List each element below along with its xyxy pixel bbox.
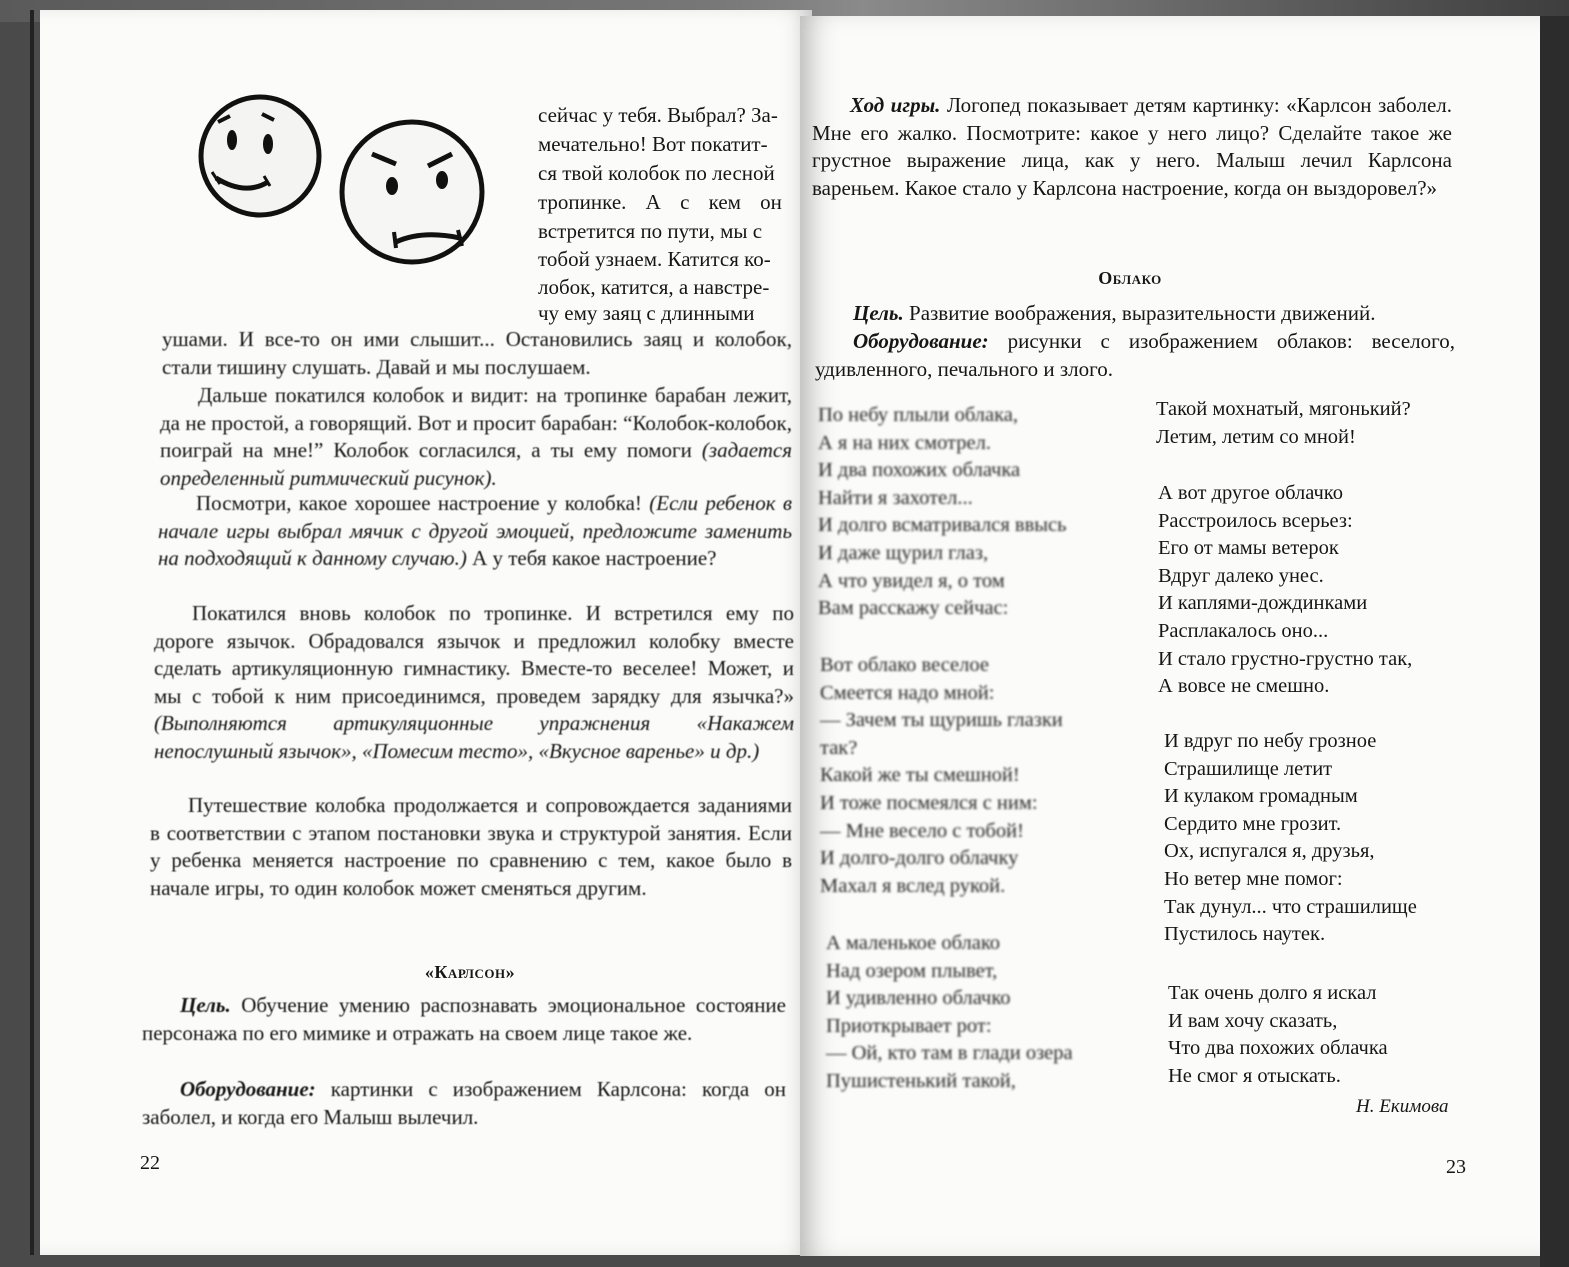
- poem-stanza-6: И вдруг по небу грозное Страшилище летит И кулаком громадным Сердито мне грозит. Ох, испугался я, друзья, Но ветер мне помог: Так дунул... что страшилище Пустилось наутек.: [1164, 730, 1417, 946]
- cloud-equipment-text: рисунки с изображением облаков: веселого, удивленного, печального и злого.: [815, 329, 1455, 381]
- paragraph-karlson-goal: [142, 992, 786, 1047]
- paragraph-mood-tail: А у тебя какое настроение?: [466, 546, 717, 570]
- intro-line-2: мечательно! Вот покатит-: [538, 132, 768, 156]
- cloud-goal-text: Развитие воображения, выразительности движений.: [903, 301, 1376, 325]
- game-course-label: Ход игры.: [850, 93, 941, 117]
- intro-line-3: ся твой колобок по лесной: [538, 161, 775, 185]
- poem-stanza-2: Вот облако веселое Смеется надо мной: — Зачем ты щуришь глазки так? Какой же ты смешной! И тоже посмеялся с ним: — Мне весело с тобой! И долго-долго облачку Махал я вслед рукой.: [820, 654, 1063, 897]
- paragraph-journey: Путешествие колобка продолжается и сопровождается заданиями в соответствии с этапом постановки звука и структурой занятия. Если у ребенка меняется настроение по сравнению с тем, какое было в начале игры, то один колобок может сменяться другим.: [150, 793, 792, 900]
- paragraph-game-course: [812, 92, 1452, 202]
- intro-line-8: чу ему заяц с длинными: [538, 301, 755, 325]
- section-heading-karlson: «Карлсон»: [424, 962, 516, 982]
- paragraph-mood-note: (Если ребенок в начале игры выбрал мячик с другой эмоцией, предложите заменить на подходящий к данному случаю.): [158, 491, 792, 570]
- poem-stanza-3: А маленькое облако Над озером плывет, И удивленно облачко Приоткрывает рот: — Ой, кто там в глади озера Пушистенький такой,: [826, 932, 1073, 1092]
- poem-stanza-5: А вот другое облачко Расстроилось всерьез: Его от мамы ветерок Вдруг далеко унес. И каплями-дождинками Расплакалось оно... И стало грустно-грустно так, А вовсе не смешно.: [1158, 482, 1413, 698]
- page-number-left: 22: [140, 1152, 160, 1174]
- equipment-label: Оборудование:: [180, 1077, 316, 1101]
- paragraph-cloud-goal: [815, 300, 1455, 328]
- poem-stanza-4: Такой мохнатый, мягонький? Летим, летим со мной!: [1156, 398, 1411, 448]
- right-book-edge: [1540, 16, 1569, 1267]
- cloud-equipment-label: Оборудование:: [853, 329, 989, 353]
- paragraph-mood-text: Посмотри, какое хорошее настроение у колобка!: [196, 491, 650, 515]
- equipment-text: картинки с изображением Карлсона: когда он заболел, и когда его Малыш вылечил.: [142, 1077, 786, 1129]
- paragraph-cloud-equipment: [815, 328, 1455, 383]
- happy-face-icon: [201, 97, 319, 215]
- paragraph-tongue: [154, 600, 794, 765]
- paragraph-tongue-text: Покатился вновь колобок по тропинке. И встретился ему по дороге язычок. Обрадовался язычок и предложил колобку вместе сделать артикуляционную гимнастику. Вместе-то веселее! Может, и мы с тобой к ним присоединимся, проведем зарядку для язычка?»: [154, 601, 794, 708]
- goal-label: Цель.: [180, 993, 231, 1017]
- page-number-right: 23: [1446, 1156, 1466, 1178]
- poem-stanza-7: Так очень долго я искал И вам хочу сказать, Что два похожих облачка Не смог я отыскать.: [1168, 982, 1388, 1087]
- paragraph-drum-text: Дальше покатился колобок и видит: на тропинке барабан лежит, да не простой, а говорящий. Вот и просит барабан: “Колобок-колобок, поиграй на мне!” Колобок согласился, а ты ему помоги: [160, 383, 792, 462]
- intro-line-5: встретится по пути, мы с: [538, 219, 763, 243]
- section-heading-cloud: Облако: [1098, 268, 1162, 288]
- paragraph-karlson-equipment: [142, 1076, 786, 1131]
- goal-text: Обучение умению распознавать эмоциональное состояние персонажа по его мимике и отражать на своем лице такое же.: [142, 993, 786, 1045]
- cloud-goal-label: Цель.: [853, 301, 904, 325]
- intro-line-6: тобой узнаем. Катится ко-: [538, 247, 771, 271]
- intro-line-7: лобок, катится, а навстре-: [538, 275, 770, 299]
- intro-line-4: тропинке. А с кем он: [538, 190, 782, 214]
- paragraph-drum-note: (задается определенный ритмический рисунок).: [160, 438, 792, 490]
- left-book-edge: [30, 10, 34, 1255]
- game-course-text: Логопед показывает детям картинку: «Карлсон заболел. Мне его жалко. Посмотрите: какое у него лицо? Сделайте такое же грустное выражение лица, как у него. Малыш лечил Карлсона вареньем. Какое стало у Карлсона настроение, когда он выздоровел?»: [812, 93, 1452, 200]
- intro-line-1: сейчас у тебя. Выбрал? За-: [538, 103, 778, 127]
- poem-stanza-1: По небу плыли облака, А я на них смотрел. И два похожих облачка Найти я захотел... И долго всматривался ввысь И даже щурил глаз, А что увидел я, о том Вам расскажу сейчас:: [818, 404, 1067, 620]
- emotion-faces-illustration: [190, 92, 530, 292]
- paragraph-drum: [160, 382, 792, 492]
- poem-author: Н. Екимова: [1356, 1096, 1449, 1117]
- angry-face-icon: [342, 122, 482, 262]
- paragraph-tongue-note: (Выполняются артикуляционные упражнения «Накажем непослушный язычок», «Помесим тесто», «Вкусное варенье» и др.): [154, 711, 794, 763]
- paragraph-mood: [158, 490, 792, 573]
- paragraph-hare: ушами. И все-то он ими слышит... Остановились заяц и колобок, стали тишину слушать. Давай и мы послушаем.: [162, 327, 792, 379]
